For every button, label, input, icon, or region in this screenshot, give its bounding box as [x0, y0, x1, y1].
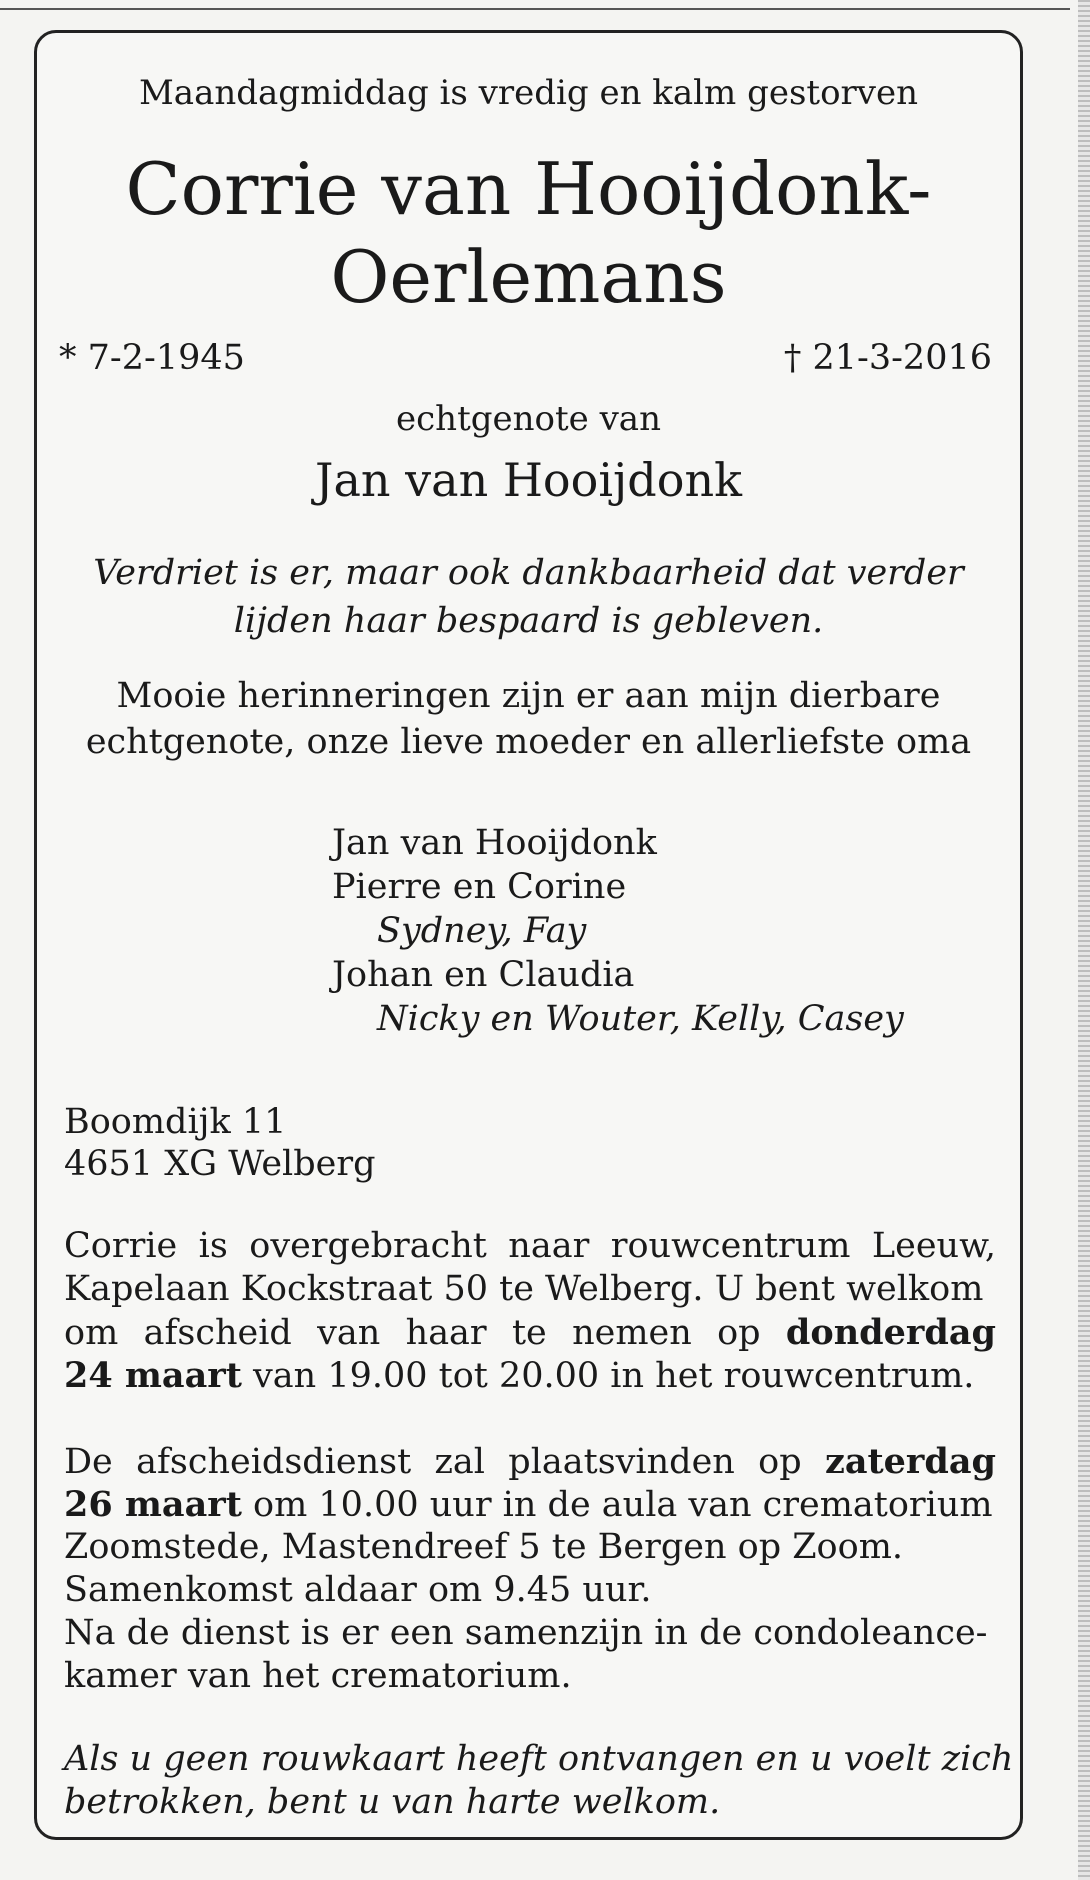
- grandchildren: Sydney, Fay: [377, 911, 587, 951]
- dienst-line-4: Samenkomst aldaar om 9.45 uur.: [64, 1570, 652, 1610]
- rouwcentrum-line-3: om afscheid van haar te nemen op donderdag: [64, 1312, 996, 1353]
- rouwcentrum-line-4: 24 maart van 19.00 tot 20.00 in het rouwcentrum.: [64, 1355, 975, 1396]
- intro-line: Maandagmiddag is vredig en kalm gestorven: [138, 73, 919, 113]
- dienst-line-5: Na de dienst is er een samenzijn in de condoleance-: [64, 1613, 988, 1653]
- dienst-line-6: kamer van het crematorium.: [64, 1656, 572, 1696]
- memories-line-1: Mooie herinneringen zijn er aan mijn dierbare: [116, 676, 941, 716]
- deceased-name-line2: Oerlemans: [330, 235, 727, 319]
- page-edge-strip: [1078, 0, 1090, 1880]
- verdriet-line-2: lijden haar bespaard is gebleven.: [233, 601, 824, 641]
- family-member: Jan van Hooijdonk: [332, 823, 657, 863]
- family-member: Johan en Claudia: [332, 955, 635, 995]
- address-street: Boomdijk 11: [64, 1102, 287, 1142]
- spouse-label: echtgenote van: [396, 399, 661, 439]
- dates-row: [59, 338, 992, 378]
- closing-line-2: betrokken, bent u van harte welkom.: [64, 1782, 721, 1822]
- visit-day: donderdag: [785, 1312, 996, 1353]
- family-member: Pierre en Corine: [332, 867, 627, 907]
- grandchildren: Nicky en Wouter, Kelly, Casey: [377, 999, 904, 1039]
- dienst-line-2: 26 maart om 10.00 uur in de aula van crematorium: [64, 1484, 993, 1525]
- memories-line-2: echtgenote, onze lieve moeder en allerliefste oma: [85, 722, 972, 762]
- visit-date: 24 maart: [64, 1355, 242, 1396]
- spouse-name: Jan van Hooijdonk: [315, 453, 742, 507]
- service-date: 26 maart: [64, 1484, 242, 1525]
- rouwcentrum-line-1: Corrie is overgebracht naar rouwcentrum Leeuw,: [64, 1226, 996, 1266]
- dienst-line-3: Zoomstede, Mastendreef 5 te Bergen op Zoom.: [64, 1527, 904, 1567]
- service-day: zaterdag: [824, 1441, 996, 1482]
- address-city: 4651 XG Welberg: [64, 1144, 376, 1184]
- death-date: † 21-3-2016: [783, 338, 992, 378]
- closing-line-1: Als u geen rouwkaart heeft ontvangen en u voelt zich: [64, 1739, 1014, 1779]
- verdriet-line-1: Verdriet is er, maar ook dankbaarheid dat verder: [93, 553, 964, 593]
- death-notice-card: [34, 30, 1023, 1840]
- dienst-line-1: De afscheidsdienst zal plaatsvinden op zaterdag: [64, 1441, 996, 1482]
- deceased-name-line1: Corrie van Hooijdonk-: [125, 147, 932, 231]
- birth-date: * 7-2-1945: [59, 338, 245, 378]
- rouwcentrum-line-2: Kapelaan Kockstraat 50 te Welberg. U bent welkom: [64, 1269, 984, 1309]
- top-rule: [0, 8, 1070, 10]
